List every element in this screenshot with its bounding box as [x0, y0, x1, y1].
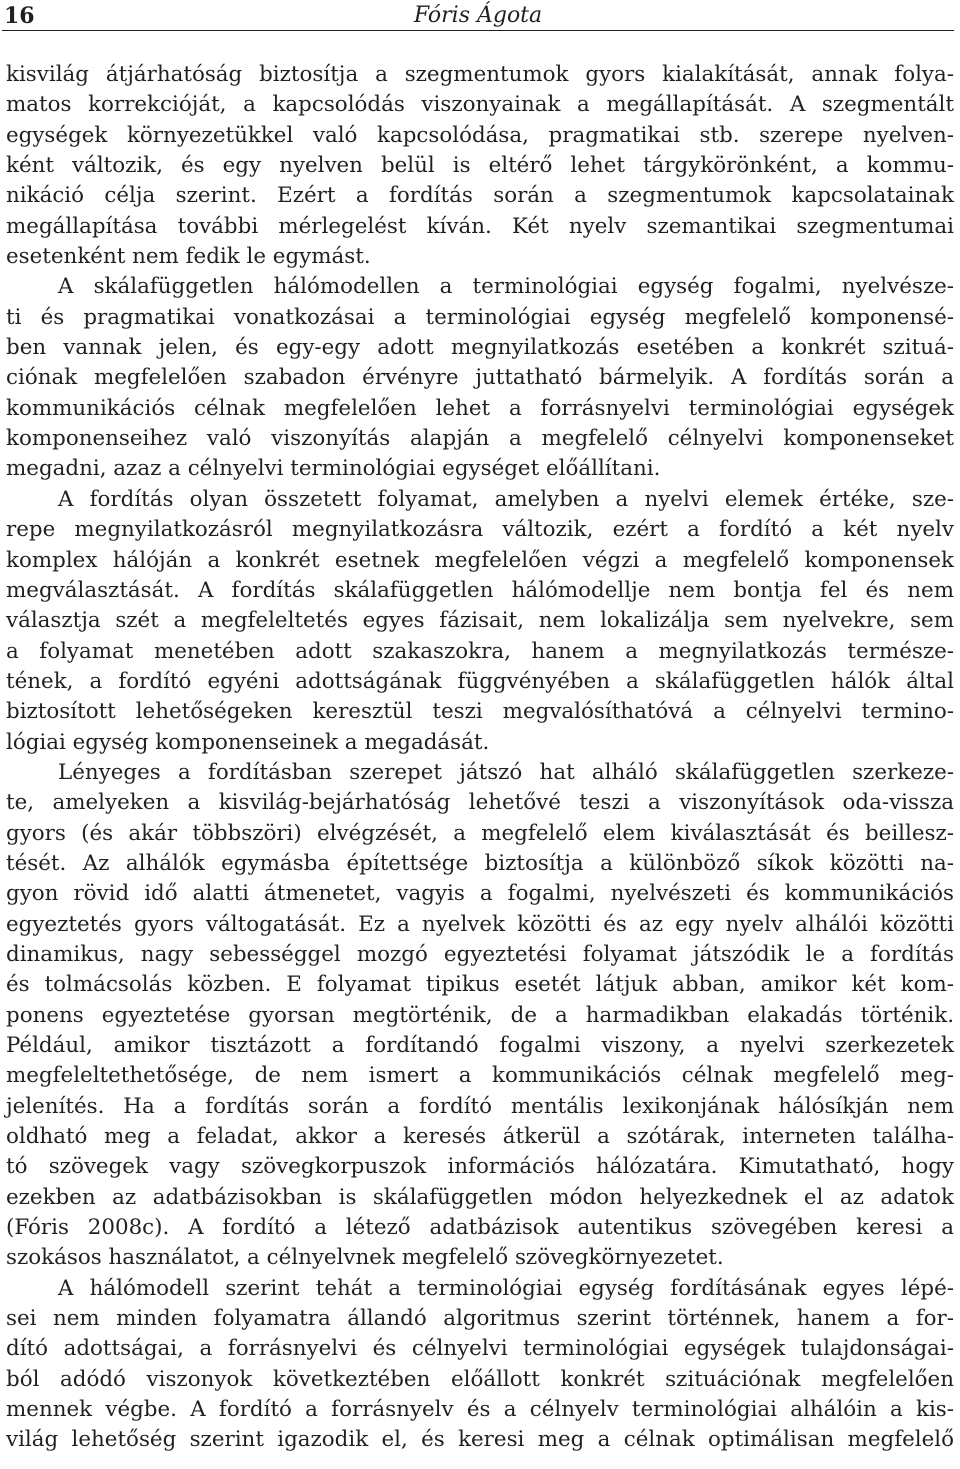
text-line: és tolmácsolás közben. E folyamat tipikus esetét látjuk abban, amikor két kom- [6, 972, 954, 998]
text-line: megfeleltethetősége, de nem ismert a kommunikációs célnak megfelelő meg- [6, 1063, 954, 1089]
text-line: ként változik, és egy nyelven belül is eltérő lehet tárgykörönként, a kommu- [6, 153, 954, 179]
text-line: te, amelyeken a kisvilág-bejárhatóság lehetővé teszi a viszonyítások oda-vissza [6, 790, 954, 816]
text-line: jelenítés. Ha a fordítás során a fordító mentális lexikonjának hálósíkján nem [6, 1093, 954, 1119]
body-text [6, 60, 954, 1456]
page-number: 16 [4, 3, 35, 29]
text-line: a folyamat menetében adott szakaszokra, hanem a megnyilatkozás természe- [6, 638, 954, 664]
text-line: tését. Az alhálók egymásba építettsége biztosítja a különböző síkok közötti na- [6, 850, 954, 876]
text-line: gyors (és akár többszöri) elvégzését, a megfelelő elem kiválasztását és beillesz- [6, 820, 954, 846]
text-line: ból adódó viszonyok következtében előállott konkrét szituációnak megfelelően [6, 1366, 954, 1392]
text-line: nikáció célja szerint. Ezért a fordítás során a szegmentumok kapcsolatainak [6, 183, 954, 209]
text-line: szokásos használatot, a célnyelvnek megfelelő szövegkörnyezetet. [6, 1245, 724, 1271]
text-line: ben vannak jelen, és egy-egy adott megnyilatkozás esetében a konkrét szituá- [6, 335, 954, 361]
text-line: dinamikus, nagy sebességgel mozgó egyeztetési folyamat játszódik le a fordítás [6, 941, 954, 967]
text-line: komponenseihez való viszonyítás alapján a megfelelő célnyelvi komponenseket [6, 426, 954, 452]
text-line: ti és pragmatikai vonatkozásai a terminológiai egység megfelelő komponensé- [6, 304, 954, 330]
text-line: matos korrekcióját, a kapcsolódás viszonyainak a megállapítását. A szegmentált [6, 92, 954, 118]
text-line: A hálómodell szerint tehát a terminológiai egység fordításának egyes lépé- [58, 1275, 954, 1301]
text-line: oldható meg a feladat, akkor a keresés átkerül a szótárak, interneten találha- [6, 1124, 954, 1150]
text-line: egyeztetés gyors váltogatását. Ez a nyelvek közötti és az egy nyelv alhálói közötti [6, 911, 954, 937]
text-line: világ lehetőség szerint igazodik el, és keresi meg a célnak optimálisan megfelelő [6, 1427, 954, 1453]
text-line: egységek környezetükkel való kapcsolódása, pragmatikai stb. szerepe nyelven- [6, 122, 954, 148]
text-line: Például, amikor tisztázott a fordítandó fogalmi viszony, a nyelvi szerkezetek [6, 1033, 954, 1058]
text-line: tének, a fordító egyéni adottságának függvényében a skálafüggetlen hálók által [6, 668, 954, 694]
text-line: lógiai egység komponenseinek a megadását. [6, 729, 490, 755]
text-line: tó szövegek vagy szövegkorpuszok információs hálózatára. Kimutatható, hogy [6, 1154, 954, 1180]
text-line: kommunikációs célnak megfelelően lehet a forrásnyelvi terminológiai egységek [6, 395, 954, 421]
text-line: Lényeges a fordításban szerepet játszó hat alháló skálafüggetlen szerkeze- [58, 759, 954, 785]
text-line: megadni, azaz a célnyelvi terminológiai egységet előállítani. [6, 456, 661, 482]
text-line: sei nem minden folyamatra állandó algoritmus szerint történnek, hanem a for- [6, 1306, 954, 1332]
text-line: dító adottságai, a forrásnyelvi és célnyelvi terminológiai egységek tulajdonságai- [6, 1336, 954, 1362]
text-line: gyon rövid idő alatti átmenetet, vagyis a fogalmi, nyelvészeti és kommunikációs [6, 881, 954, 907]
text-line: A skálafüggetlen hálómodellen a terminológiai egység fogalmi, nyelvésze- [58, 274, 954, 300]
text-line: megállapítása további mérlegelést kíván. Két nyelv szemantikai szegmentumai [6, 213, 954, 239]
text-line: kisvilág átjárhatóság biztosítja a szegmentumok gyors kialakítását, annak folya- [6, 62, 954, 87]
text-line: választja szét a megfeleltetés egyes fázisait, nem lokalizálja sem nyelvekre, sem [6, 608, 954, 634]
text-line: ponens egyeztetése gyorsan megtörténik, de a harmadikban elakadás történik. [6, 1002, 954, 1028]
text-line: mennek végbe. A fordító a forrásnyelv és a célnyelv terminológiai alhálóin a kis- [6, 1397, 954, 1423]
text-line: biztosított lehetőségeken keresztül teszi megvalósíthatóvá a célnyelvi termino- [6, 699, 954, 725]
text-line: ciónak megfelelően szabadon érvényre juttatható bármelyik. A fordítás során a [6, 365, 954, 391]
text-line: (Fóris 2008c). A fordító a létező adatbázisok autentikus szövegében keresi a [6, 1215, 954, 1241]
running-header [2, 0, 954, 31]
text-line: A fordítás olyan összetett folyamat, amelyben a nyelvi elemek értéke, sze- [58, 486, 954, 512]
text-line: ezekben az adatbázisokban is skálafüggetlen módon helyezkednek el az adatok [6, 1184, 954, 1210]
text-line: megválasztását. A fordítás skálafüggetlen hálómodellje nem bontja fel és nem [6, 577, 954, 603]
text-line: komplex hálóján a konkrét esetnek megfelelően végzi a megfelelő komponensek [6, 547, 954, 573]
text-line: repe megnyilatkozásról megnyilatkozásra változik, ezért a fordító a két nyelv [6, 517, 954, 543]
text-line: esetenként nem fedik le egymást. [6, 244, 371, 270]
running-title-author: Fóris Ágota [413, 3, 543, 28]
